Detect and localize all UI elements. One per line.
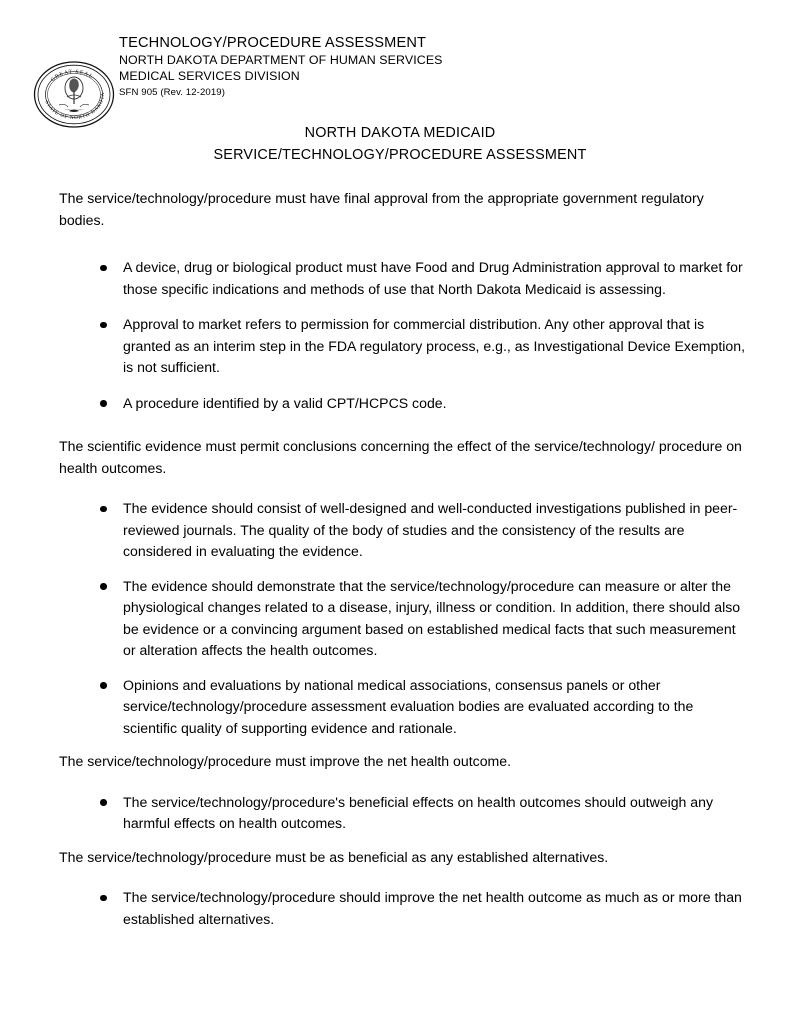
section-1-bullet-list bbox=[0, 257, 800, 414]
bullet-icon bbox=[100, 400, 107, 407]
svg-text:STATE OF NORTH DAKOTA: STATE OF NORTH DAKOTA bbox=[43, 91, 107, 122]
north-dakota-state-seal-icon bbox=[33, 61, 115, 128]
header-text-block bbox=[119, 34, 639, 100]
page-title-line-1: NORTH DAKOTA MEDICAID bbox=[304, 125, 496, 141]
list-item-text: Approval to market refers to permission for commercial distribution. Any other approval that is granted as an interim step in the FDA regulatory process, e.g., as Investigational Device Exemption, is not sufficient. bbox=[123, 316, 746, 375]
department-name: NORTH DAKOTA DEPARTMENT OF HUMAN SERVICES bbox=[119, 53, 443, 67]
list-item bbox=[0, 498, 800, 563]
list-item-text: A device, drug or biological product must have Food and Drug Administration approval to market for those specific indications and methods of use that North Dakota Medicaid is assessing. bbox=[123, 259, 743, 297]
list-item bbox=[0, 393, 800, 415]
list-item-text: The service/technology/procedure should improve the net health outcome as much as or more than established alternatives. bbox=[123, 889, 742, 927]
form-number-revision: SFN 905 (Rev. 12-2019) bbox=[119, 87, 226, 98]
section-3-bullet-list bbox=[0, 792, 800, 835]
page-title bbox=[0, 122, 800, 166]
page-title-line-2: SERVICE/TECHNOLOGY/PROCEDURE ASSESSMENT bbox=[213, 147, 587, 163]
bullet-icon bbox=[100, 895, 107, 902]
list-item bbox=[0, 314, 800, 379]
bullet-icon bbox=[100, 322, 107, 329]
list-item-text: Opinions and evaluations by national medical associations, consensus panels or other service/technology/procedure assessment evaluation bodies are evaluated according to the scientific quality of supporting evidence and rationale. bbox=[123, 676, 694, 736]
list-item-text: The service/technology/procedure's beneficial effects on health outcomes should outweigh any harmful effects on health outcomes. bbox=[123, 793, 714, 831]
list-item bbox=[0, 792, 800, 835]
section-4-intro: The service/technology/procedure must be as beneficial as any established alternatives. bbox=[59, 848, 609, 865]
bullet-icon bbox=[100, 583, 107, 590]
list-item bbox=[0, 675, 800, 740]
list-item bbox=[0, 257, 800, 300]
list-item-text: The evidence should consist of well-designed and well-conducted investigations published in peer-reviewed journals. The quality of the body of studies and the consistency of the results are considered in evaluating the evidence. bbox=[123, 500, 738, 559]
document-body bbox=[0, 188, 800, 930]
section-4-bullet-list bbox=[0, 887, 800, 930]
section-3-intro: The service/technology/procedure must improve the net health outcome. bbox=[59, 753, 512, 769]
bullet-icon bbox=[100, 265, 107, 272]
bullet-icon bbox=[100, 682, 107, 689]
section-2-bullet-list bbox=[0, 498, 800, 739]
section-2-intro: The scientific evidence must permit conclusions concerning the effect of the service/technology/ procedure on health outcomes. bbox=[59, 438, 742, 476]
document-header bbox=[0, 30, 800, 122]
list-item-text: A procedure identified by a valid CPT/HCPCS code. bbox=[123, 394, 447, 411]
section-1-intro: The service/technology/procedure must have final approval from the appropriate government regulatory bodies. bbox=[59, 190, 704, 228]
bullet-icon bbox=[100, 799, 107, 806]
list-item bbox=[0, 887, 800, 930]
form-title: TECHNOLOGY/PROCEDURE ASSESSMENT bbox=[119, 35, 427, 51]
division-name: MEDICAL SERVICES DIVISION bbox=[119, 69, 300, 83]
list-item-text: The evidence should demonstrate that the service/technology/procedure can measure or alter the physiological changes related to a disease, injury, illness or condition. In addition, there should also be evidence or a convincing argument based on established medical facts that such measurement or alteration affects the health outcomes. bbox=[123, 577, 741, 658]
bullet-icon bbox=[100, 506, 107, 513]
svg-text:GREAT SEAL: GREAT SEAL bbox=[49, 68, 95, 84]
list-item bbox=[0, 576, 800, 662]
